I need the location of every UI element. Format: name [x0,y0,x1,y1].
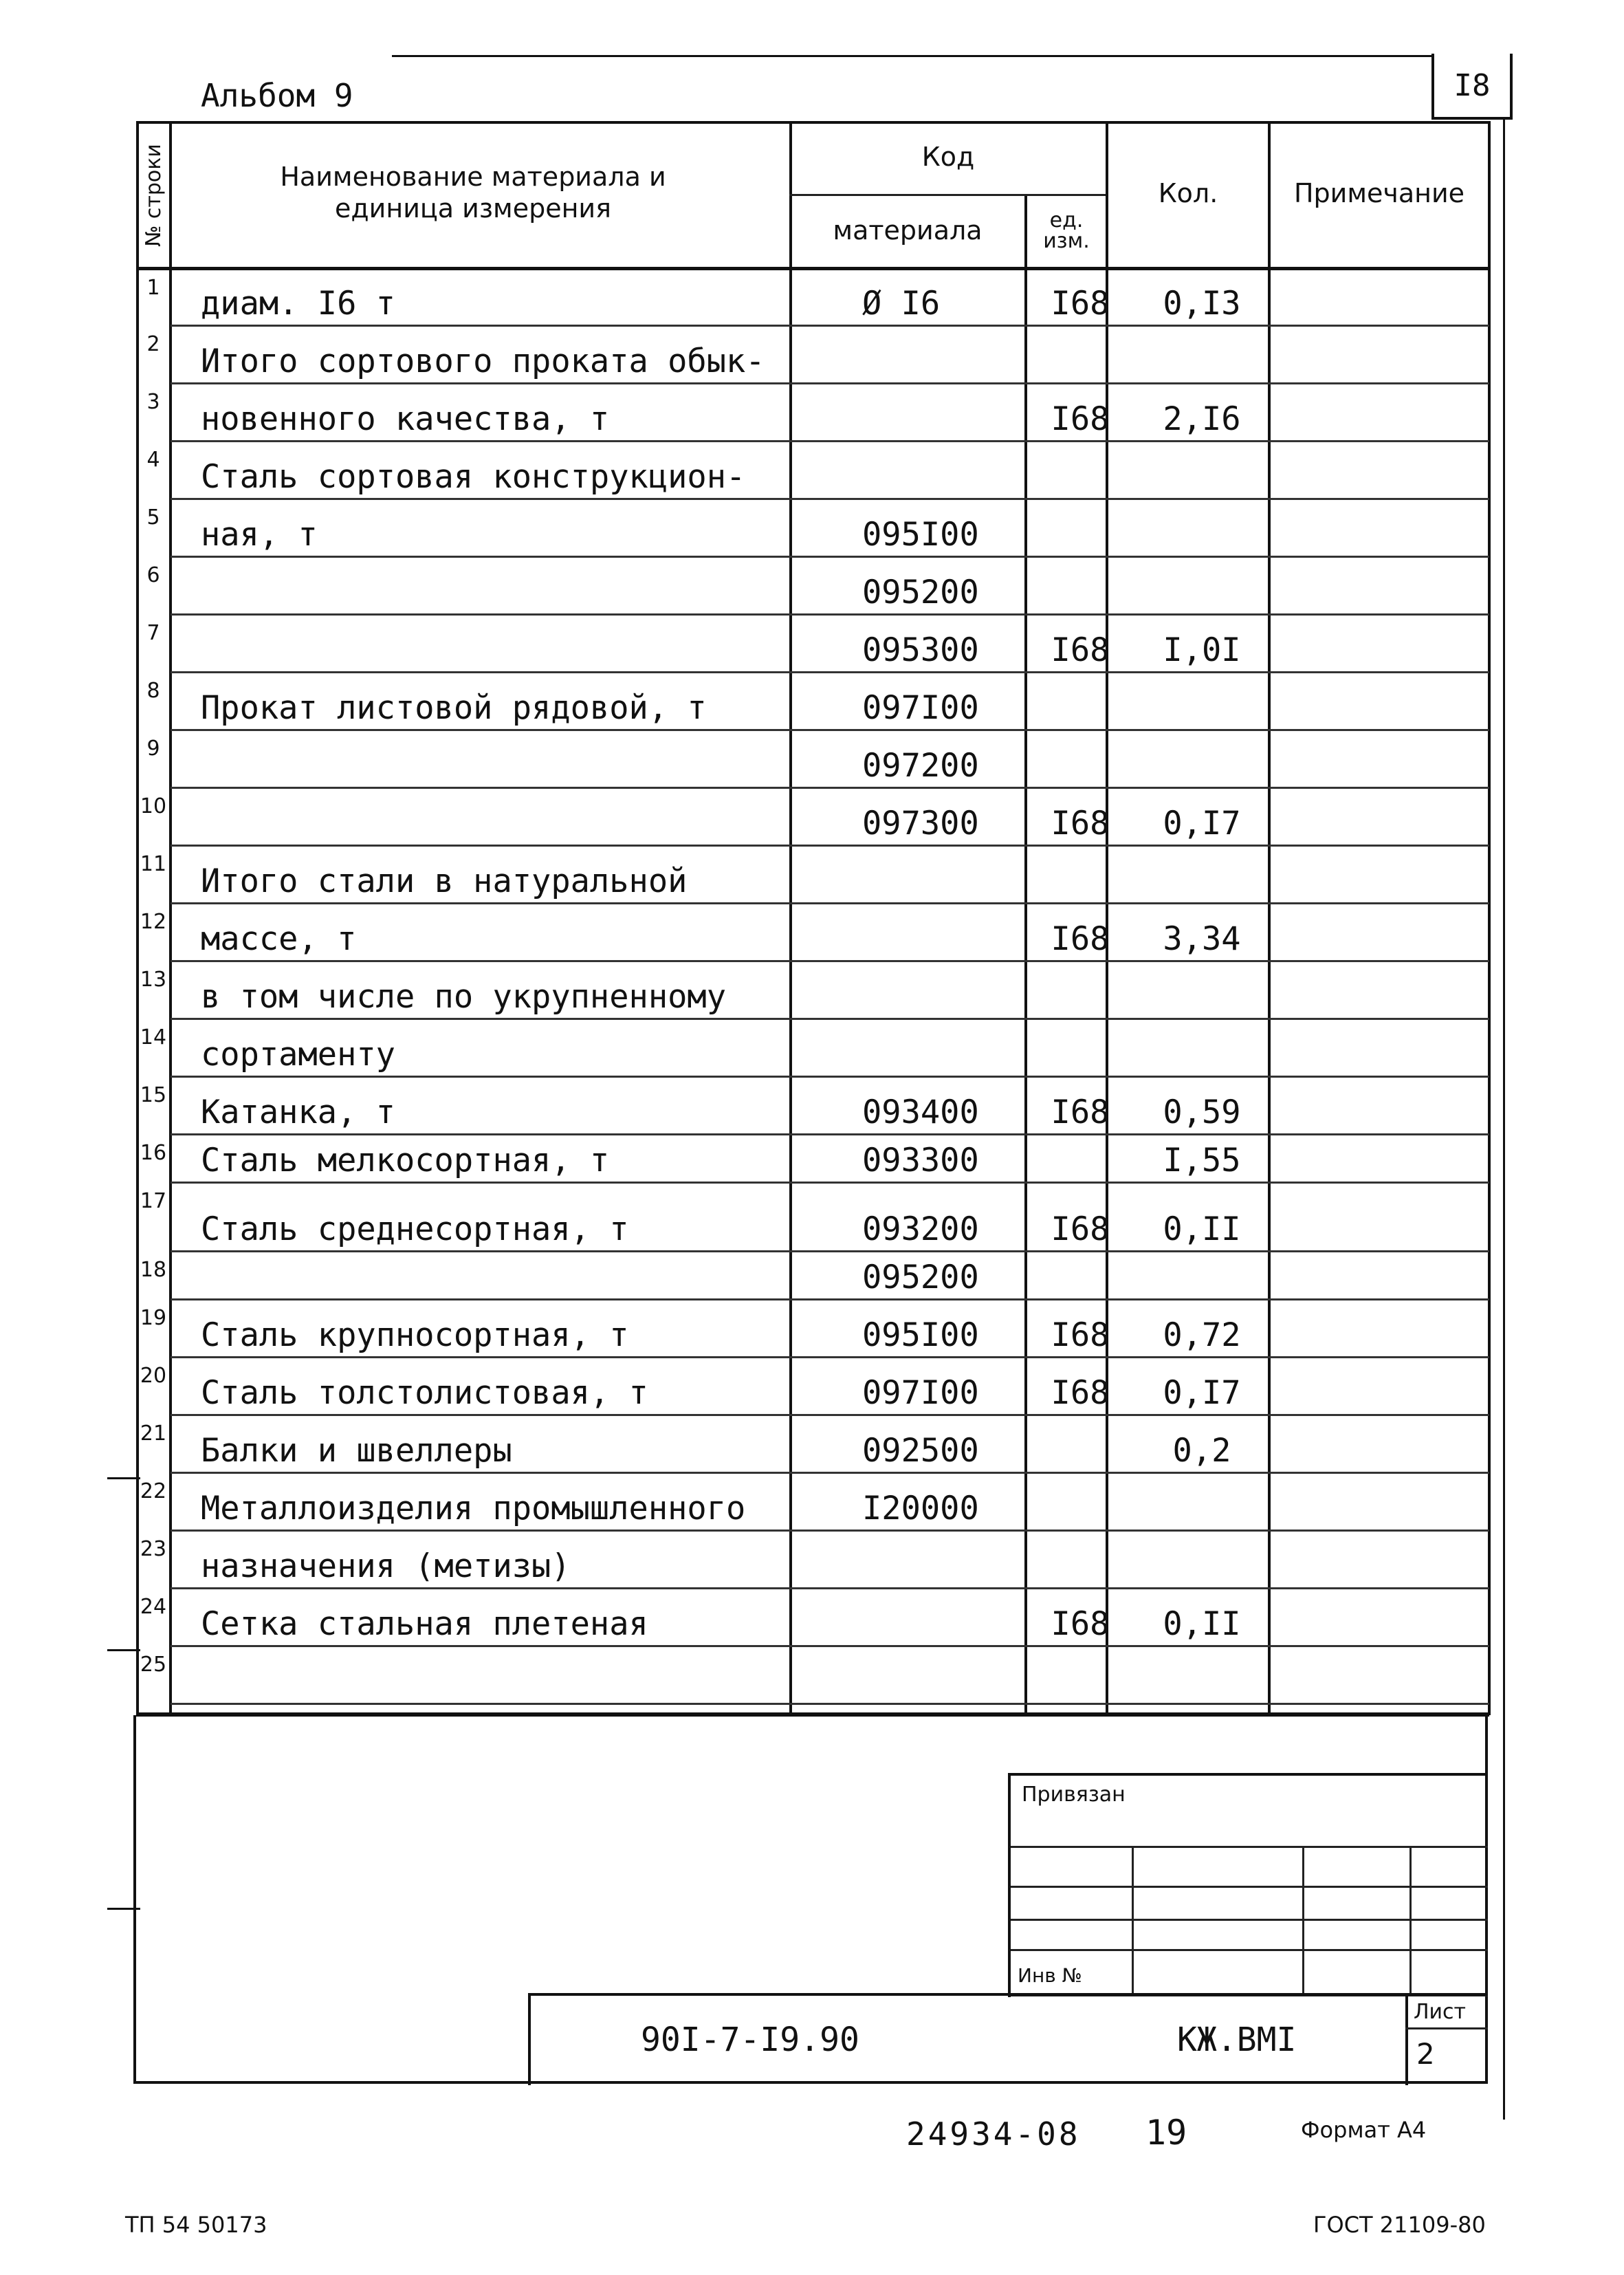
quantity-cell: 0,2 [1172,1432,1231,1470]
material-code-cell: 095I00 [862,516,979,554]
note-cell [1283,1647,1489,1705]
row-number-cell: 23 [140,1537,167,1561]
material-name-cell: Итого стали в натуральной [201,862,688,900]
header-code-material: материала [833,215,983,246]
material-name-cell: новенного качества, т [201,400,610,438]
format-label: Формат А4 [1301,2117,1427,2143]
note-cell [1283,789,1489,847]
material-name-cell: диам. I6 т [201,285,395,323]
table-row [136,1474,1489,1532]
table-row [136,1416,1489,1474]
row-number-cell: 9 [146,737,160,761]
unit-code-cell [1040,327,1121,384]
unit-code-cell: I68 [1051,1093,1110,1131]
material-code-cell [832,1647,1059,1705]
sheet-number: 2 [1416,2037,1435,2071]
material-name-cell: Прокат листовой рядовой, т [201,689,707,727]
unit-code-cell [1040,1416,1121,1474]
page-number: I8 [1453,67,1491,103]
material-code-cell [832,1532,1059,1589]
unit-code-cell [1040,731,1121,789]
material-name-cell: Балки и швеллеры [201,1432,512,1470]
unit-code-cell [1040,500,1121,558]
row-number-cell: 7 [146,621,160,645]
material-code-cell: 095300 [862,631,979,669]
material-name-cell: сортаменту [201,1036,395,1074]
table-row [136,500,1489,558]
document-code: 90I-7-I9.90 [641,2021,859,2059]
quantity-cell [1121,1647,1283,1705]
sheet-label: Лист [1414,2000,1467,2024]
copy-number: 19 [1145,2113,1187,2153]
material-code-cell [832,384,1059,442]
material-code-cell: 097I00 [862,1374,979,1412]
row-number-cell: 22 [140,1479,167,1503]
material-code-cell [832,962,1059,1020]
note-cell [1283,327,1489,384]
material-name-cell [201,558,923,616]
note-cell [1283,1416,1489,1474]
quantity-cell: 0,72 [1163,1316,1241,1354]
table-row [136,904,1489,962]
unit-code-cell: I68 [1051,631,1110,669]
unit-code-cell [1040,1532,1121,1589]
margin-tick [107,1477,140,1479]
quantity-cell: 0,59 [1163,1093,1241,1131]
title-block [528,1993,1488,2085]
material-code-cell [832,327,1059,384]
material-code-cell: 095200 [862,1259,979,1296]
material-name-cell: Сталь сортовая конструкцион- [201,458,746,496]
material-name-cell: массе, т [201,920,357,958]
quantity-cell: I,55 [1163,1142,1241,1179]
note-cell [1283,442,1489,500]
quantity-cell: I,0I [1163,631,1241,669]
unit-code-cell: I68 [1051,805,1110,842]
material-code-cell: 095200 [862,574,979,611]
row-divider [171,1703,1489,1705]
material-name-cell: Катанка, т [201,1093,395,1131]
top-border-line [392,55,1434,57]
note-cell [1283,500,1489,558]
note-cell [1283,904,1489,962]
row-number-cell: 18 [140,1258,167,1282]
table-row [136,1020,1489,1078]
page-number-box [1431,54,1513,120]
table-row [136,1532,1489,1589]
table-row [136,327,1489,384]
row-number-cell: 10 [140,794,167,818]
unit-code-cell [1040,558,1121,616]
table-row [136,1300,1489,1358]
material-name-cell [201,1252,923,1300]
unit-code-cell [1040,962,1121,1020]
material-code-cell: I20000 [862,1490,979,1527]
quantity-cell [1121,442,1283,500]
quantity-cell [1121,847,1283,904]
note-cell [1283,1020,1489,1078]
row-number-cell: 13 [140,968,167,992]
unit-code-cell: I68 [1051,1316,1110,1354]
table-row [136,616,1489,673]
row-number-cell: 5 [146,505,160,530]
table-row [136,731,1489,789]
material-code-cell: Ø I6 [862,285,941,323]
note-cell [1283,558,1489,616]
note-cell [1283,1474,1489,1532]
margin-tick [107,1649,140,1651]
note-cell [1283,384,1489,442]
note-cell [1283,731,1489,789]
material-name-cell [201,731,923,789]
unit-code-cell [1040,1135,1121,1184]
note-cell [1283,1252,1489,1300]
material-code-cell: 097I00 [862,689,979,727]
header-row-number: № строки [142,144,166,247]
table-row [136,1184,1489,1252]
unit-code-cell [1040,1647,1121,1705]
material-code-cell [832,847,1059,904]
quantity-cell [1121,327,1283,384]
material-code-cell [832,1589,1059,1647]
material-name-cell: Сталь толстолистовая, т [201,1374,648,1412]
row-number-cell: 21 [140,1422,167,1446]
row-number-cell: 17 [140,1189,167,1213]
quantity-cell: 0,I7 [1163,1374,1241,1412]
quantity-cell [1121,731,1283,789]
material-name-cell [201,789,923,847]
unit-code-cell [1040,1474,1121,1532]
note-cell [1283,673,1489,731]
quantity-cell: 0,I3 [1163,285,1241,323]
note-cell [1283,1184,1489,1252]
quantity-cell [1121,1020,1283,1078]
table-row [136,1078,1489,1135]
quantity-cell [1121,500,1283,558]
unit-code-cell: I68 [1051,1374,1110,1412]
album-title: Альбом 9 [201,77,353,114]
table-row [136,442,1489,500]
materials-table [136,121,1489,1715]
material-code-cell: 097200 [862,747,979,785]
row-number-cell: 25 [140,1653,167,1677]
quantity-cell: 0,I7 [1163,805,1241,842]
header-quantity: Кол. [1158,178,1218,209]
material-name-cell: назначения (метизы) [201,1547,571,1585]
quantity-cell [1121,1252,1283,1300]
material-name-cell [201,1647,923,1705]
unit-code-cell [1040,673,1121,731]
unit-code-cell: I68 [1051,285,1110,323]
table-row [136,847,1489,904]
row-number-cell: 11 [140,852,167,876]
quantity-cell [1121,1532,1283,1589]
row-number-cell: 8 [146,679,160,703]
material-name-cell: Сталь мелкосортная, т [201,1142,610,1179]
material-name-cell: ная, т [201,516,318,554]
left-frame-line [133,1715,136,2084]
material-code-cell: 093400 [862,1093,979,1131]
quantity-cell: 3,34 [1163,920,1241,958]
header-material-name: Наименование материала и единица измерения [280,162,666,224]
table-row [136,270,1489,327]
header-note: Примечание [1293,178,1465,209]
outer-right-edge [1503,117,1505,2120]
table-row [136,558,1489,616]
document-mark: КЖ.ВМI [1177,2021,1297,2059]
material-code-cell [832,904,1059,962]
table-row [136,673,1489,731]
unit-code-cell: I68 [1051,1210,1110,1248]
note-cell [1283,270,1489,327]
note-cell [1283,616,1489,673]
quantity-cell: 0,II [1163,1210,1241,1248]
row-number-cell: 15 [140,1083,167,1107]
table-row [136,384,1489,442]
material-code-cell: 093200 [862,1210,979,1248]
row-number-cell: 12 [140,910,167,934]
table-row [136,962,1489,1020]
table-row [136,1589,1489,1647]
quantity-cell [1121,673,1283,731]
material-code-cell [832,442,1059,500]
material-name-cell: в том числе по укрупненному [201,978,727,1016]
inventory-number-label: Инв № [1018,1964,1082,1987]
binding-block [1008,1773,1488,1997]
binding-label: Привязан [1022,1783,1126,1807]
right-footer-code: ГОСТ 21109-80 [1313,2212,1486,2238]
unit-code-cell [1040,1020,1121,1078]
material-name-cell: Сетка стальная плетеная [201,1605,648,1643]
material-code-cell: 095I00 [862,1316,979,1354]
note-cell [1283,962,1489,1020]
unit-code-cell: I68 [1051,920,1110,958]
material-code-cell: 097300 [862,805,979,842]
material-name-cell: Сталь крупносортная, т [201,1316,629,1354]
table-row [136,1252,1489,1300]
material-name-cell [201,616,923,673]
row-number-cell: 16 [140,1141,167,1165]
table-row [136,789,1489,847]
row-number-cell: 14 [140,1025,167,1049]
note-cell [1283,1300,1489,1358]
row-number-cell: 24 [140,1595,167,1619]
material-code-cell: 093300 [862,1142,979,1179]
row-number-cell: 3 [146,390,160,414]
quantity-cell [1121,1474,1283,1532]
material-name-cell: Итого сортового проката обык- [201,342,765,380]
quantity-cell [1121,558,1283,616]
quantity-cell: 0,II [1163,1605,1241,1643]
row-number-cell: 2 [146,332,160,356]
order-number: 24934-08 [906,2115,1081,2153]
note-cell [1283,847,1489,904]
material-name-cell: Сталь среднесортная, т [201,1210,629,1248]
header-code: Код [921,142,975,173]
row-number-cell: 20 [140,1364,167,1388]
row-number-cell: 19 [140,1306,167,1330]
material-code-cell: 092500 [862,1432,979,1470]
unit-code-cell [1040,442,1121,500]
note-cell [1283,1078,1489,1135]
row-number-cell: 4 [146,448,160,472]
quantity-cell [1121,962,1283,1020]
material-code-cell [832,1020,1059,1078]
row-number-cell: 6 [146,563,160,587]
note-cell [1283,1358,1489,1416]
table-row [136,1135,1489,1184]
unit-code-cell: I68 [1051,400,1110,438]
note-cell [1283,1135,1489,1184]
table-row [136,1358,1489,1416]
header-code-unit: ед. изм. [1043,208,1090,253]
left-footer-code: ТП 54 50173 [125,2212,267,2238]
row-number-cell: 1 [146,276,160,300]
quantity-cell: 2,I6 [1163,400,1241,438]
note-cell [1283,1589,1489,1647]
unit-code-cell [1040,847,1121,904]
unit-code-cell [1040,1252,1121,1300]
unit-code-cell: I68 [1051,1605,1110,1643]
table-row [136,1647,1489,1705]
note-cell [1283,1532,1489,1589]
material-name-cell: Металлоизделия промышленного [201,1490,746,1527]
